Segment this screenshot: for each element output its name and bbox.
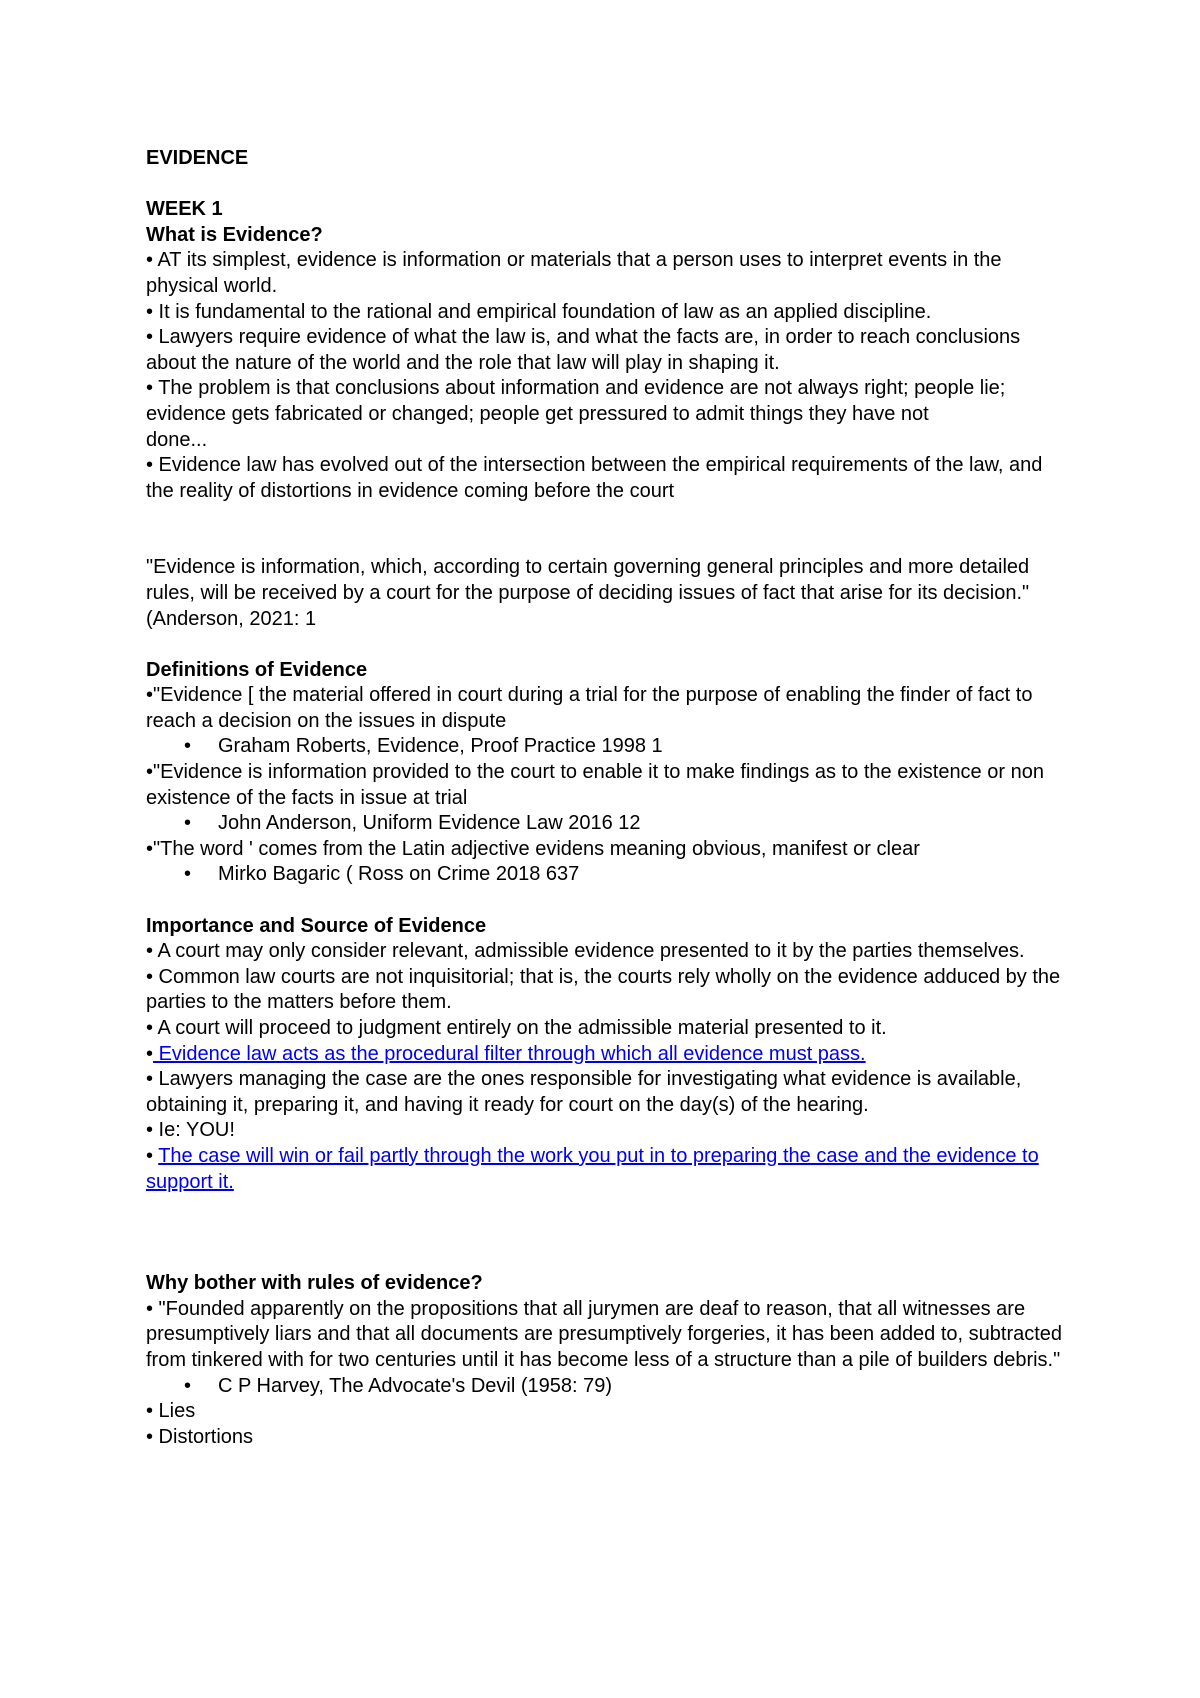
what-item-4: • The problem is that conclusions about information and evidence are not always right; people lie; evidence gets fabricated or changed; people get pressured to admit things they have not (146, 377, 1006, 425)
importance-item-7 (146, 1144, 1066, 1195)
definition-2-source: • John Anderson, Uniform Evidence Law 2016 12 (146, 811, 1066, 837)
importance-item-3: • A court will proceed to judgment entirely on the admissible material presented to it. (146, 1017, 887, 1039)
definition-1-source: • Graham Roberts, Evidence, Proof Practice 1998 1 (146, 734, 1066, 760)
document-title: EVIDENCE (146, 147, 249, 169)
definitions-heading: Definitions of Evidence (146, 658, 368, 681)
what-is-evidence-heading: What is Evidence? (146, 223, 323, 246)
harvey-source: • C P Harvey, The Advocate's Devil (1958: 79) (146, 1374, 1066, 1400)
definition-2: •"Evidence is information provided to the court to enable it to make findings as to the existence or non existence of the facts in issue at trial (146, 761, 1044, 809)
what-item-5: • Evidence law has evolved out of the intersection between the empirical requirements of the law, and the reality of distortions in evidence coming before the court (146, 454, 1043, 502)
importance-item-4-bullet: • (146, 1042, 154, 1065)
why-item-distortions: • Distortions (146, 1425, 254, 1448)
anderson-quote: "Evidence is information, which, according to certain governing general principles and more detailed rules, will be received by a court for the purpose of deciding issues of fact that arise for its decision." (Anderson, 2021: 1 (146, 556, 1030, 630)
case-preparation-link[interactable]: The case will win or fail partly through the work you put in to preparing the case and the evidence to support it. (146, 1144, 1039, 1193)
why-item-lies: • Lies (146, 1400, 196, 1423)
importance-item-7-bullet: • (146, 1144, 159, 1167)
document-body (146, 146, 1066, 1450)
what-item-2: • It is fundamental to the rational and empirical foundation of law as an applied discipline. (146, 300, 932, 323)
importance-item-4 (146, 1042, 1066, 1068)
importance-item-6: • Ie: YOU! (146, 1119, 235, 1142)
week-heading: WEEK 1 (146, 198, 223, 221)
importance-item-5: • Lawyers managing the case are the ones responsible for investigating what evidence is available, obtaining it, preparing it, and having it ready for court on the day(s) of the hearing. (146, 1068, 1022, 1116)
procedural-filter-link[interactable]: Evidence law acts as the procedural filter through which all evidence must pass. (153, 1042, 866, 1065)
importance-item-1: • A court may only consider relevant, admissible evidence presented to it by the parties themselves. (146, 940, 1025, 963)
what-item-4-cont: done... (146, 428, 208, 451)
definition-3-source: • Mirko Bagaric ( Ross on Crime 2018 637 (146, 862, 1066, 888)
importance-item-2: • Common law courts are not inquisitorial; that is, the courts rely wholly on the evidence adduced by the parties to the matters before them. (146, 965, 1061, 1014)
definition-1: •"Evidence [ the material offered in court during a trial for the purpose of enabling the finder of fact to reach a decision on the issues in dispute (146, 684, 1033, 732)
what-item-1: • AT its simplest, evidence is information or materials that a person uses to interpret events in the physical world. (146, 249, 1002, 297)
why-bother-heading: Why bother with rules of evidence? (146, 1272, 483, 1295)
what-item-3: • Lawyers require evidence of what the law is, and what the facts are, in order to reach conclusions about the nature of the world and the role that law will play in shaping it. (146, 326, 1021, 374)
harvey-quote: • "Founded apparently on the propositions that all jurymen are deaf to reason, that all witnesses are presumptively liars and that all documents are presumptively forgeries, it has been added to, subtracted from tinkered with for two centuries until it has become less of a structure than a pile of builders debris." (146, 1297, 1063, 1371)
importance-heading: Importance and Source of Evidence (146, 914, 487, 937)
definition-3: •"The word ' comes from the Latin adjective evidens meaning obvious, manifest or clear (146, 837, 920, 860)
